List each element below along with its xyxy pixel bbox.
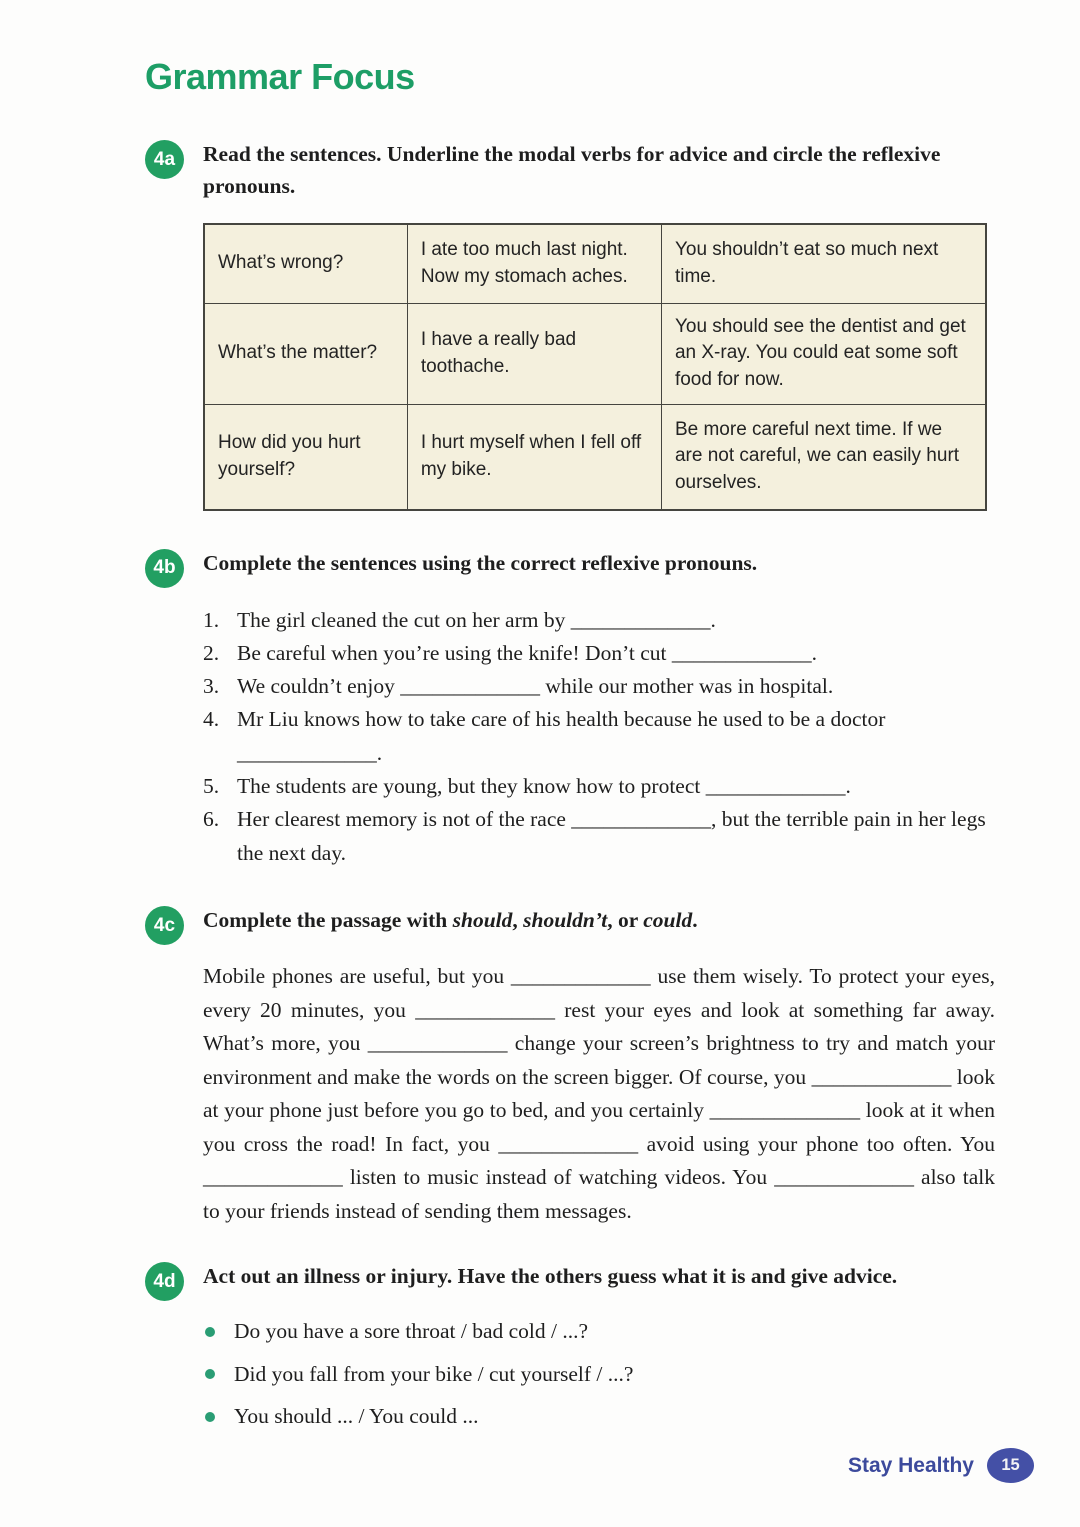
list-item	[203, 637, 1003, 670]
advice-cell: You shouldn’t eat so much next time.	[661, 224, 986, 304]
bullet-item	[205, 1400, 1030, 1433]
bullet-dot-icon	[205, 1369, 215, 1379]
exercise-4b-list	[203, 604, 1003, 871]
answer-cell: I hurt myself when I fell off my bike.	[407, 404, 661, 510]
list-item	[203, 604, 1003, 637]
advice-cell: You should see the dentist and get an X-ray. You could eat some soft food for now.	[661, 303, 986, 404]
modal-word: could	[643, 908, 693, 932]
instruction-text: Complete the passage with	[203, 908, 453, 932]
item-text: Her clearest memory is not of the race _____________, but the terrible pain in her legs the next day.	[237, 807, 986, 865]
item-number: 6.	[203, 807, 220, 832]
table-row	[204, 303, 986, 404]
answer-cell: I have a really bad toothache.	[407, 303, 661, 404]
bullet-text: Did you fall from your bike / cut yourself / ...?	[234, 1361, 634, 1386]
list-item	[203, 670, 1003, 703]
item-text: The students are young, but they know how to protect _____________.	[237, 774, 851, 799]
modal-word: shouldn’t	[523, 908, 608, 932]
instruction-text: .	[692, 908, 698, 932]
item-number: 1.	[203, 607, 220, 632]
bullet-item	[205, 1315, 1030, 1348]
list-item	[203, 770, 1003, 803]
section-4d	[145, 1260, 1030, 1301]
section-4d-instruction: Act out an illness or injury. Have the others guess what it is and give advice.	[203, 1264, 898, 1289]
dialogue-table	[203, 223, 987, 511]
instruction-text: ,	[512, 908, 524, 932]
bullet-text: Do you have a sore throat / bad cold / ...?	[234, 1319, 589, 1344]
page-footer	[848, 1448, 1034, 1483]
question-cell: How did you hurt yourself?	[204, 404, 407, 510]
section-4c-badge: 4c	[145, 906, 184, 945]
page-number-badge: 15	[987, 1448, 1034, 1483]
section-4a-badge: 4a	[145, 140, 184, 179]
item-text: We couldn’t enjoy _____________ while our mother was in hospital.	[237, 674, 834, 699]
cloze-passage: Mobile phones are useful, but you _____________ use them wisely. To protect your eyes, every 20 minutes, you _____________ rest your eyes and look at something far away. What’s more, you _____________ change your screen’s brightness to try and match your environment and make the words on the screen bigger. Of course, you _____________ look at your phone just before you go to bed, and you certainly ______________ look at it when you cross the road! In fact, you _____________ avoid using your phone too often. You _____________ listen to music instead of watching videos. You _____________ also talk to your friends instead of sending them messages.	[203, 964, 995, 1223]
table-row	[204, 224, 986, 304]
section-4b-badge: 4b	[145, 549, 184, 588]
modal-word: should	[452, 908, 513, 932]
item-number: 3.	[203, 674, 220, 699]
exercise-4d-list	[205, 1315, 1030, 1433]
bullet-dot-icon	[205, 1327, 215, 1337]
item-number: 5.	[203, 774, 220, 799]
page-title: Grammar Focus	[145, 56, 415, 97]
question-cell: What’s the matter?	[204, 303, 407, 404]
advice-cell: Be more careful next time. If we are not careful, we can easily hurt ourselves.	[661, 404, 986, 510]
bullet-text: You should ... / You could ...	[234, 1403, 479, 1428]
list-item	[203, 803, 1003, 870]
section-4d-badge: 4d	[145, 1262, 184, 1301]
item-text: The girl cleaned the cut on her arm by _____________.	[237, 607, 716, 632]
bullet-item	[205, 1358, 1030, 1391]
table-row	[204, 404, 986, 510]
section-4a-instruction: Read the sentences. Underline the modal verbs for advice and circle the reflexive pronouns.	[203, 142, 941, 199]
unit-title: Stay Healthy	[847, 1453, 974, 1477]
instruction-text: , or	[607, 908, 644, 932]
item-text: Be careful when you’re using the knife! Don’t cut _____________.	[237, 640, 817, 665]
item-number: 4.	[203, 707, 220, 732]
section-4b-instruction: Complete the sentences using the correct reflexive pronouns.	[203, 550, 758, 575]
section-4c-instruction	[203, 904, 698, 936]
section-4a	[145, 138, 1030, 203]
item-text: Mr Liu knows how to take care of his health because he used to be a doctor _____________.	[237, 707, 886, 765]
item-number: 2.	[203, 640, 220, 665]
section-4b	[145, 547, 1030, 588]
list-item	[203, 703, 1003, 770]
bullet-dot-icon	[205, 1412, 215, 1422]
question-cell: What’s wrong?	[204, 224, 407, 304]
section-4c	[145, 904, 1030, 945]
answer-cell: I ate too much last night. Now my stomach aches.	[407, 224, 661, 304]
